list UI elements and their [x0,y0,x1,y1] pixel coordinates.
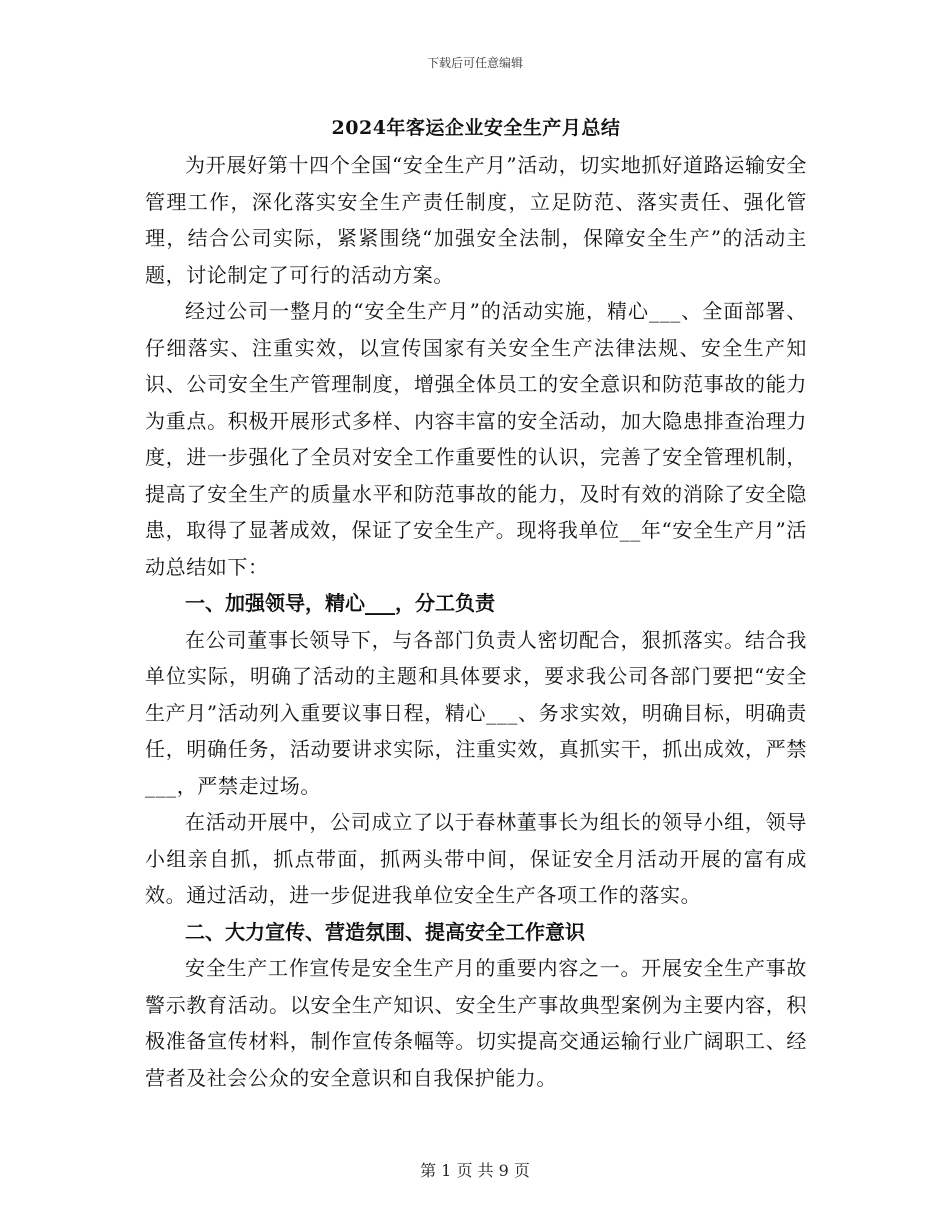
paragraph-section-1-a: 在公司董事长领导下，与各部门负责人密切配合，狠抓落实。结合我单位实际，明确了活动的主题和具体要求，要求我公司各部门要把“安全生产月”活动列入重要议事日程，精心___、务求实效，明确目标，明确责任，明确任务，活动要讲求实际，注重实效，真抓实干，抓出成效，严禁___，严禁走过场。 [145,627,807,798]
section-heading-2: 二、大力宣传、营造氛围、提高安全工作意识 [185,919,585,944]
page-number-footer: 第 1 页 共 9 页 [420,1161,530,1180]
document-body [145,113,807,1096]
paragraph-section-1-b: 在活动开展中，公司成立了以于春林董事长为组长的领导小组，领导小组亲自抓，抓点带面，抓两头带中间，保证安全月活动开展的富有成效。通过活动，进一步促进我单位安全生产各项工作的落实。 [145,810,807,907]
paragraph-section-2-a: 安全生产工作宣传是安全生产月的重要内容之一。开展安全生产事故警示教育活动。以安全生产知识、安全生产事故典型案例为主要内容，积极准备宣传材料，制作宣传条幅等。切实提高交通运输行业广阔职工、经营者及社会公众的安全意识和自我保护能力。 [145,956,807,1090]
paragraph-intro: 为开展好第十四个全国“安全生产月”活动，切实地抓好道路运输安全管理工作，深化落实安全生产责任制度，立足防范、落实责任、强化管理，结合公司实际，紧紧围绕“加强安全法制，保障安全生产”的活动主题，讨论制定了可行的活动方案。 [145,153,807,287]
document-title: 2024年客运企业安全生产月总结 [331,117,621,139]
paragraph-overview: 经过公司一整月的“安全生产月”的活动实施，精心___、全面部署、仔细落实、注重实效，以宣传国家有关安全生产法律法规、安全生产知识、公司安全生产管理制度，增强全体员工的安全意识和防范事故的能力为重点。积极开展形式多样、内容丰富的安全活动，加大隐患排查治理力度，进一步强化了全员对安全工作重要性的认识，完善了安全管理机制，提高了安全生产的质量水平和防范事故的能力，及时有效的消除了安全隐患，取得了显著成效，保证了安全生产。现将我单位__年“安全生产月”活动总结如下： [145,299,807,579]
page-header-note: 下载后可任意编辑 [426,56,523,70]
section-heading-1: 一、加强领导，精心___，分工负责 [185,591,495,615]
